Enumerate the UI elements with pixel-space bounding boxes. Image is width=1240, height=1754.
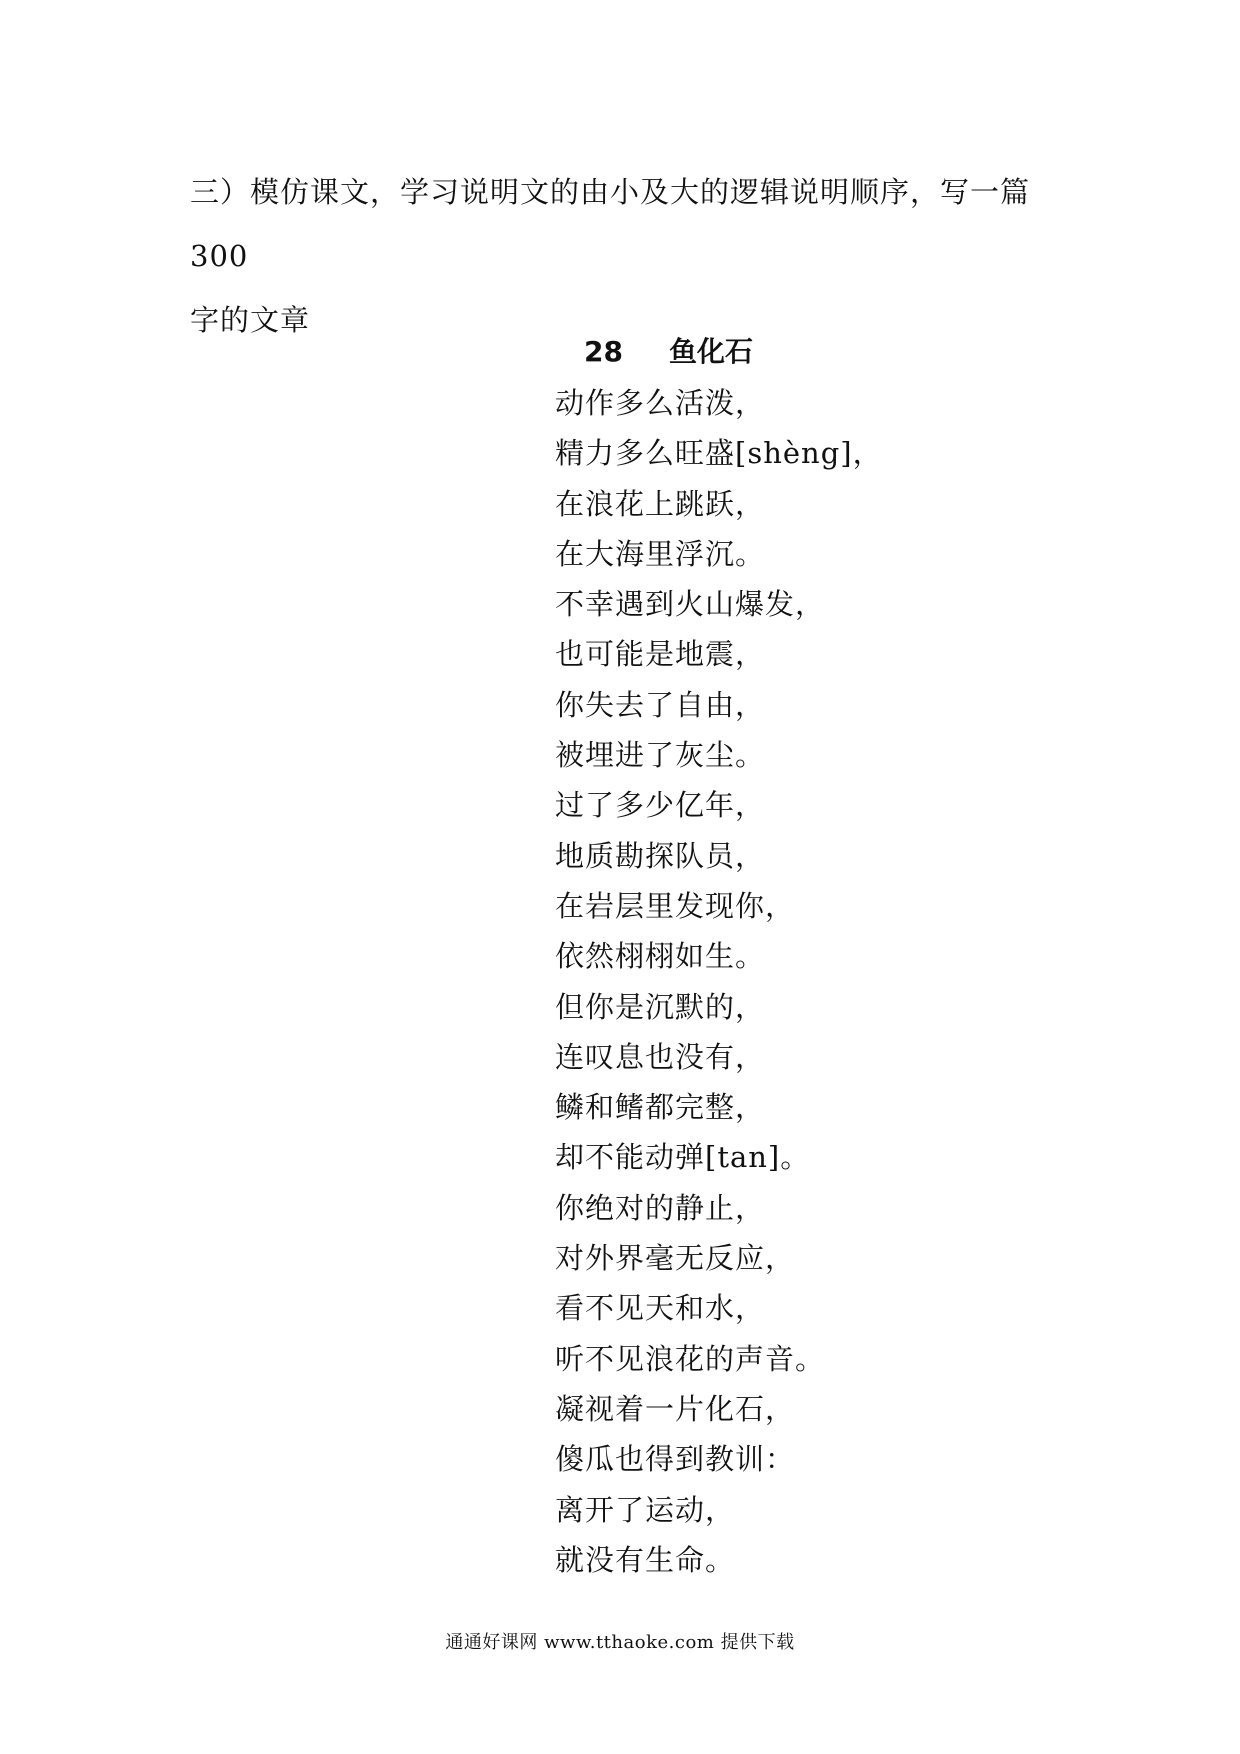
poem-line: 依然栩栩如生。 [555,939,766,974]
poem-line: 连叹息也没有， [555,1039,766,1074]
task-line-1: 三）模仿课文，学习说明文的由小及大的逻辑说明顺序，写一篇300 [190,175,1031,273]
poem-line: 你绝对的静止， [555,1190,766,1225]
writing-task [190,160,1070,352]
poem-line: 却不能动弹[tan]。 [555,1140,811,1175]
poem-line: 鳞和鳍都完整， [555,1090,766,1125]
poem-line: 地质勘探队员， [555,838,766,873]
poem-line: 傻瓜也得到教训： [555,1442,796,1477]
poem-line: 也可能是地震， [555,637,766,672]
poem-title [584,332,753,372]
poem-line: 在岩层里发现你， [555,888,796,923]
poem-line: 不幸遇到火山爆发， [555,587,826,622]
poem-body [555,378,883,1585]
poem-line: 看不见天和水， [555,1291,766,1326]
lesson-title: 鱼化石 [668,335,753,368]
poem-line: 在浪花上跳跃， [555,486,766,521]
poem-line: 你失去了自由， [555,687,766,722]
poem-line: 过了多少亿年， [555,788,766,823]
poem-line: 动作多么活泼， [555,386,766,420]
poem-line: 离开了运动， [555,1492,736,1527]
page-footer: 通通好课网 www.tthaoke.com 提供下载 [445,1632,795,1653]
poem-line: 精力多么旺盛[shèng]， [555,436,883,471]
lesson-number: 28 [584,335,623,368]
poem-line: 被埋进了灰尘。 [555,738,766,773]
poem-line: 但你是沉默的， [555,989,766,1024]
poem-line: 凝视着一片化石， [555,1391,796,1426]
poem-line: 在大海里浮沉。 [555,536,766,571]
poem-line: 对外界毫无反应， [555,1241,796,1276]
poem-line: 就没有生命。 [555,1542,736,1577]
task-line-2: 字的文章 [190,303,311,337]
poem-line: 听不见浪花的声音。 [555,1341,826,1376]
